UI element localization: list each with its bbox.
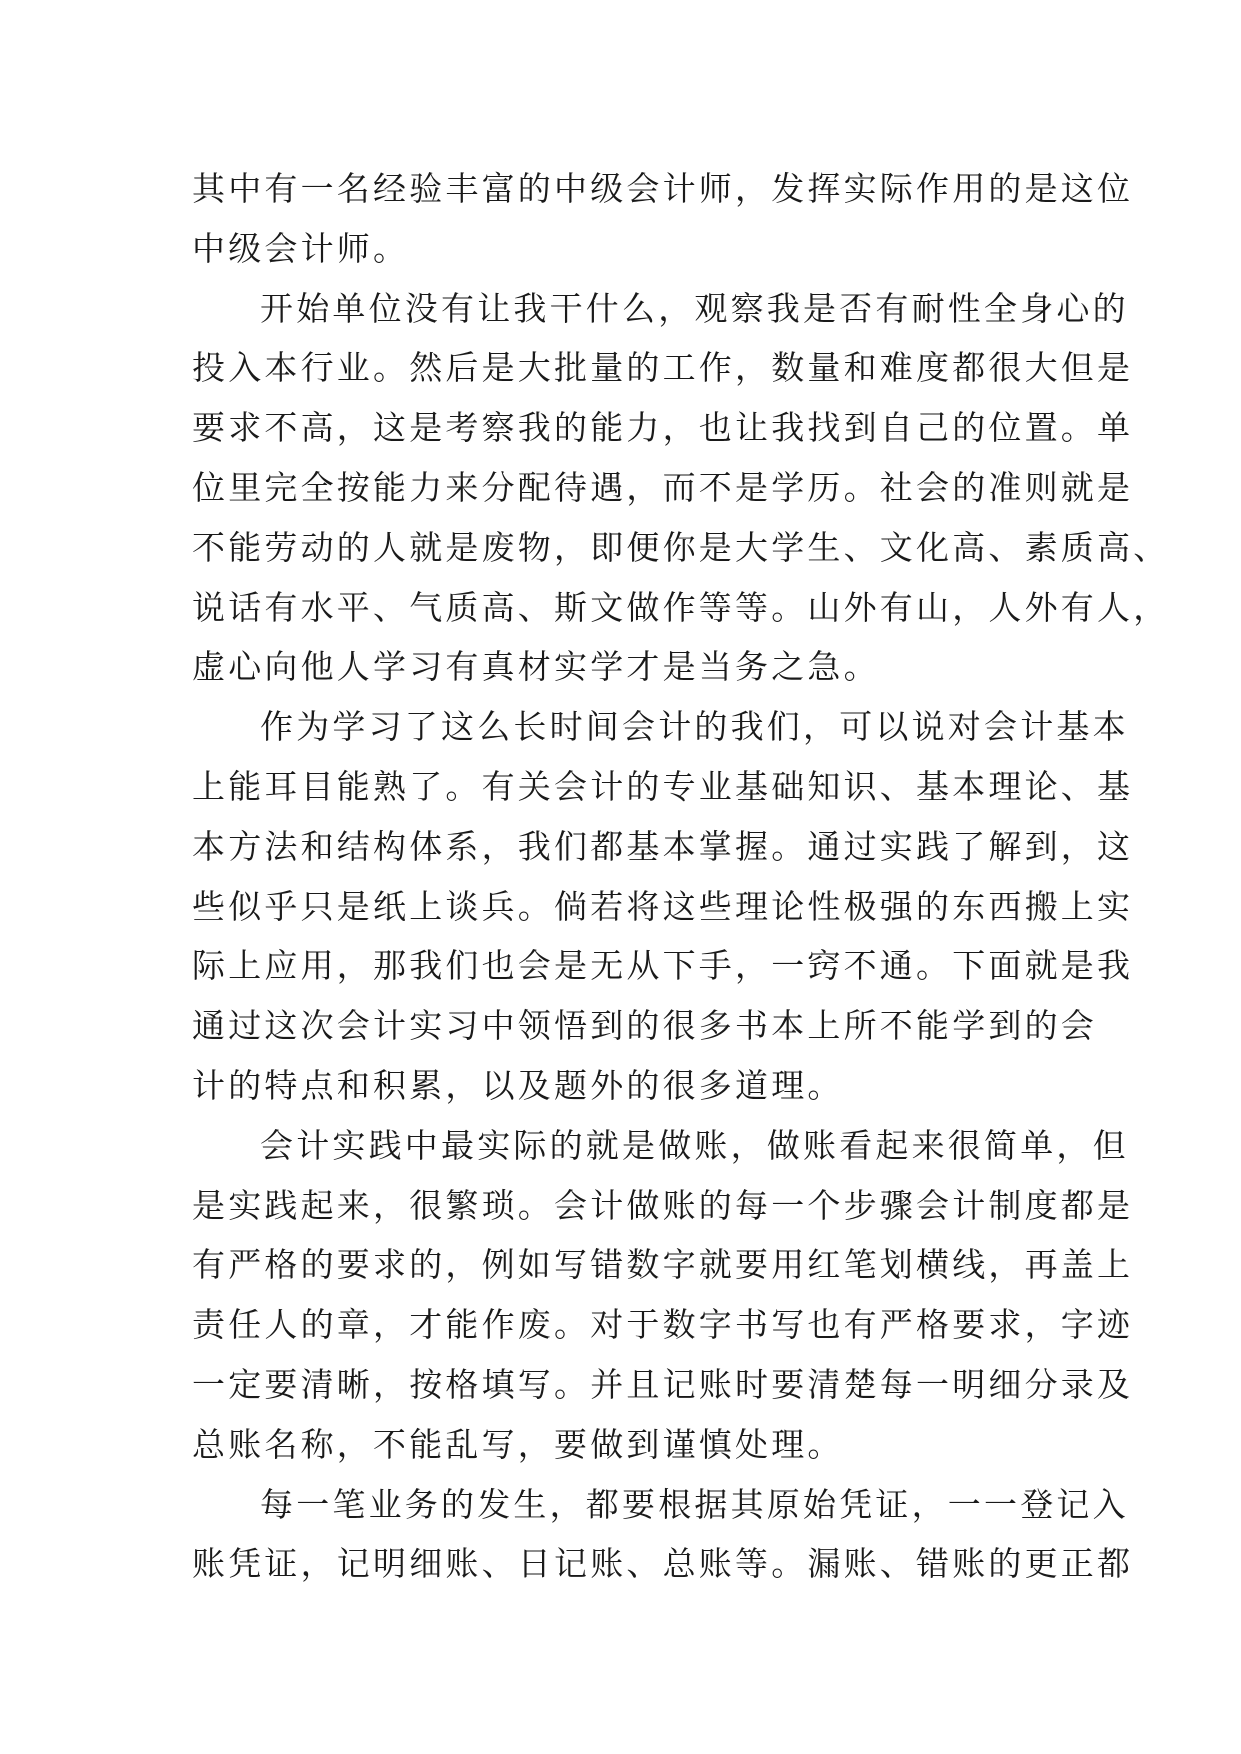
text-line: 责任人的章，才能作废。对于数字书写也有严格要求，字迹 [192, 1305, 1134, 1345]
text-line: 通过这次会计实习中领悟到的很多书本上所不能学到的会 [192, 1006, 1097, 1046]
text-line: 其中有一名经验丰富的中级会计师，发挥实际作用的是这位 [192, 169, 1134, 208]
text-line: 要求不高，这是考察我的能力，也让我找到自己的位置。单 [192, 408, 1134, 448]
text-line: 是实践起来，很繁琐。会计做账的每一个步骤会计制度都是 [192, 1185, 1134, 1225]
text-line: 本方法和结构体系，我们都基本掌握。通过实践了解到，这 [192, 826, 1134, 866]
text-line: 每一笔业务的发生，都要根据其原始凭证，一一登记入 [260, 1484, 1129, 1524]
text-line: 投入本行业。然后是大批量的工作，数量和难度都很大但是 [192, 348, 1134, 388]
text-line: 总账名称，不能乱写，要做到谨慎处理。 [192, 1424, 844, 1464]
text-line: 位里完全按能力来分配待遇，而不是学历。社会的准则就是 [192, 467, 1134, 507]
document-body [192, 159, 1170, 1594]
text-line: 际上应用，那我们也会是无从下手，一窍不通。下面就是我 [192, 946, 1134, 986]
text-line: 计的特点和积累，以及题外的很多道理。 [192, 1065, 844, 1105]
text-line: 说话有水平、气质高、斯文做作等等。山外有山，人外有人， [192, 587, 1170, 627]
text-line: 些似乎只是纸上谈兵。倘若将这些理论性极强的东西搬上实 [192, 886, 1134, 926]
text-line: 作为学习了这么长时间会计的我们，可以说对会计基本 [260, 707, 1129, 747]
text-line: 虚心向他人学习有真材实学才是当务之急。 [192, 647, 880, 687]
text-line: 会计实践中最实际的就是做账，做账看起来很简单，但 [260, 1125, 1129, 1165]
text-line: 账凭证，记明细账、日记账、总账等。漏账、错账的更正都 [192, 1544, 1134, 1584]
text-line: 不能劳动的人就是废物，即便你是大学生、文化高、素质高、 [192, 527, 1170, 567]
text-line: 开始单位没有让我干什么，观察我是否有耐性全身心的 [260, 288, 1129, 328]
text-line: 一定要清晰，按格填写。并且记账时要清楚每一明细分录及 [192, 1364, 1134, 1404]
text-line: 中级会计师。 [192, 228, 410, 268]
text-line: 有严格的要求的，例如写错数字就要用红笔划横线，再盖上 [192, 1245, 1134, 1285]
text-line: 上能耳目能熟了。有关会计的专业基础知识、基本理论、基 [192, 766, 1134, 806]
